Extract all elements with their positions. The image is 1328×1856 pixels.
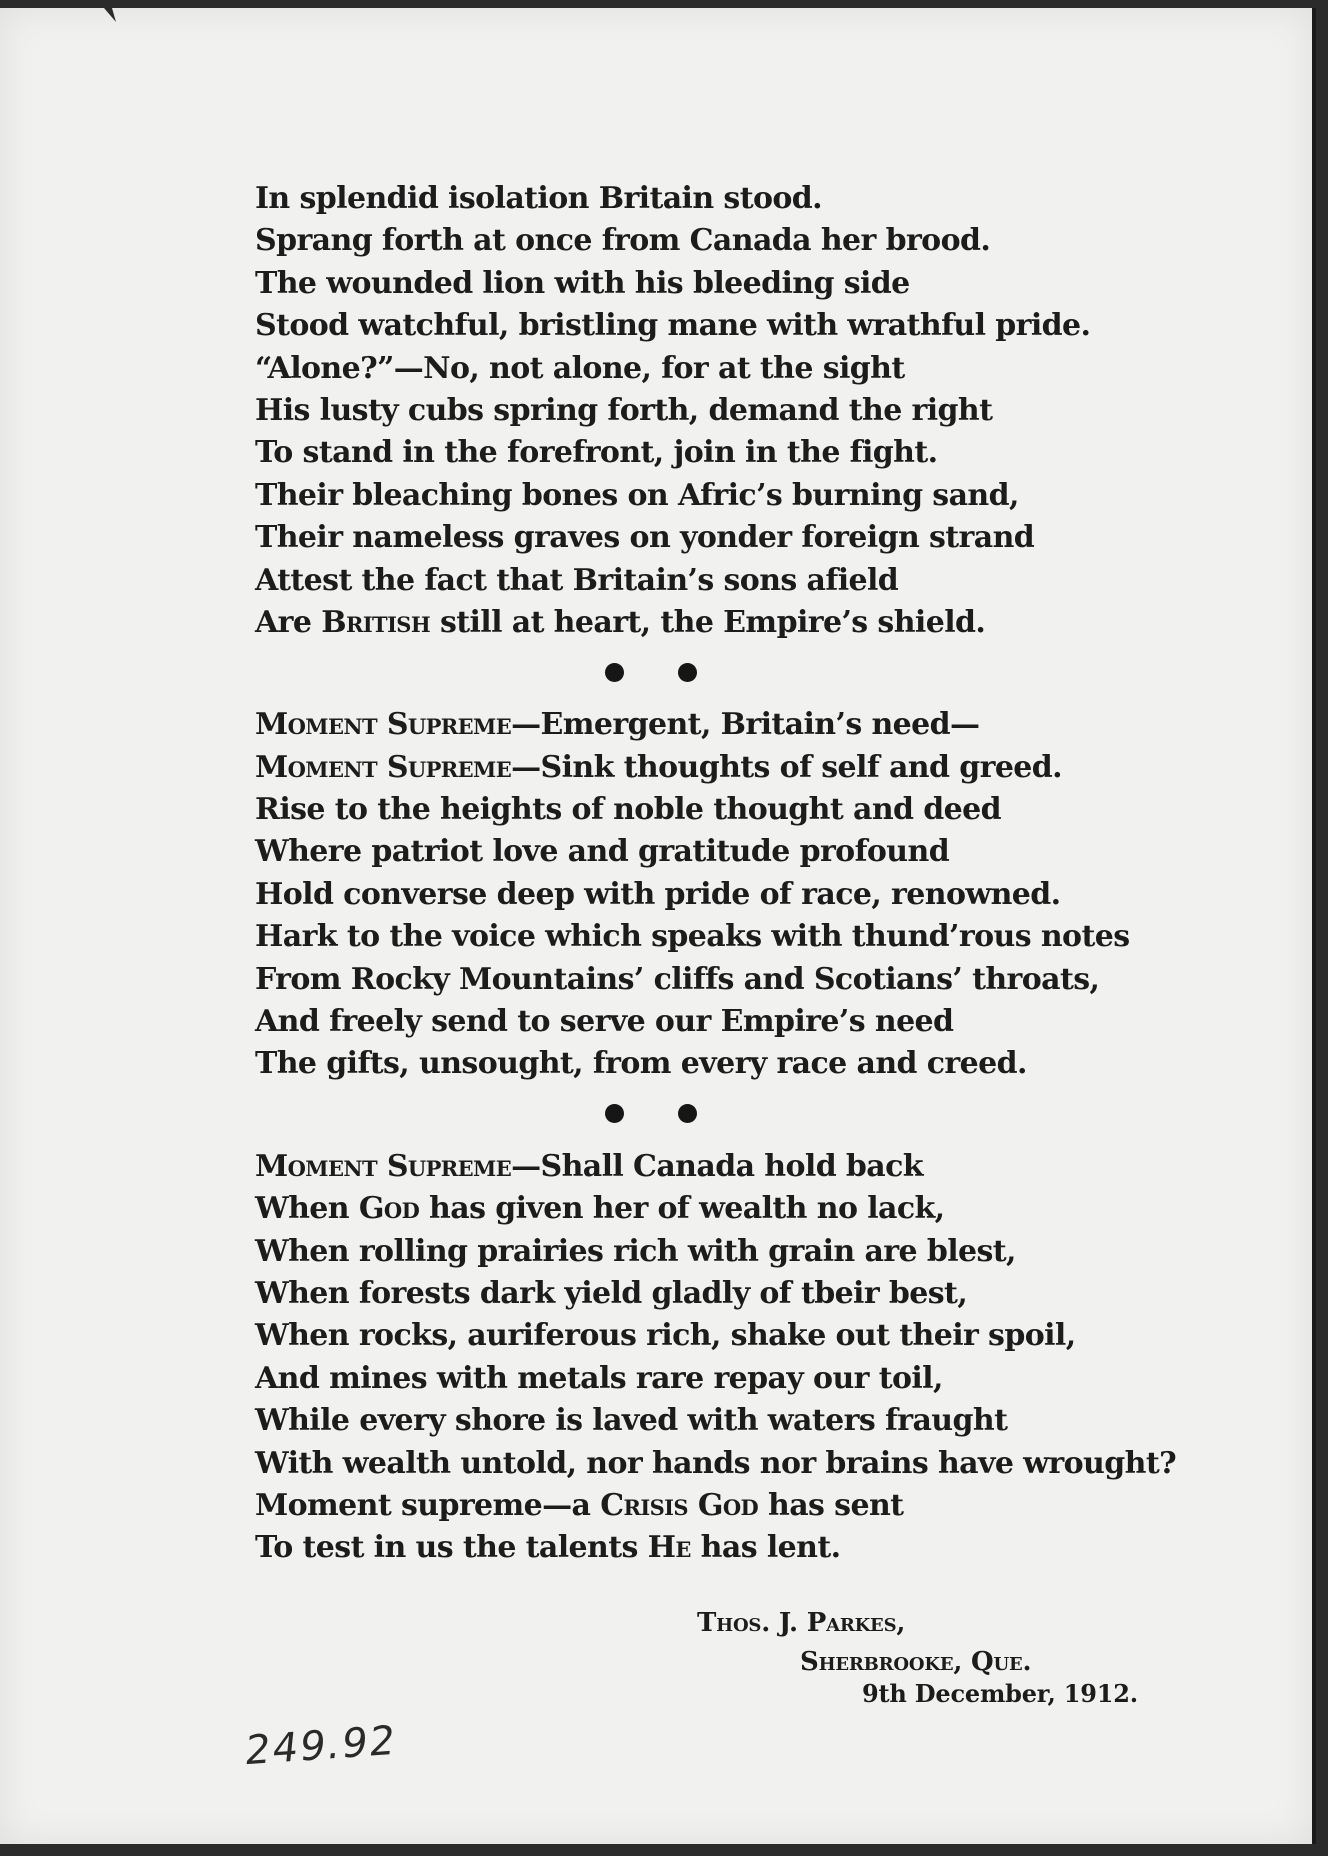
line-text: From Rocky Mountains’ cliffs and Scotians’ throats, bbox=[255, 961, 1100, 997]
line-text: When rolling prairies rich with grain are blest, bbox=[255, 1233, 1016, 1269]
line-text: Their nameless graves on yonder foreign strand bbox=[255, 520, 1035, 556]
line-text: To test in us the talents bbox=[255, 1530, 648, 1566]
separator-dot bbox=[678, 663, 697, 682]
poem-line bbox=[255, 602, 1205, 644]
line-text: Are bbox=[255, 604, 322, 640]
line-text: has given her of wealth no lack, bbox=[419, 1191, 945, 1227]
poem-line bbox=[255, 1188, 1205, 1230]
poem-line bbox=[255, 789, 1205, 831]
small-caps-text: Moment Supreme bbox=[255, 1148, 512, 1184]
line-text bbox=[688, 1488, 698, 1523]
line-text: Rise to the heights of noble thought and deed bbox=[255, 792, 1001, 828]
poem-line bbox=[255, 390, 1205, 432]
line-text: Sprang forth at once from Canada her brood. bbox=[255, 223, 991, 259]
poem-body bbox=[255, 178, 1205, 1570]
line-text: Hark to the voice which speaks with thund’rous notes bbox=[255, 919, 1130, 955]
poem-line bbox=[255, 874, 1205, 916]
signature-place: Sherbrooke, Que. bbox=[800, 1647, 1032, 1677]
poem-line bbox=[255, 1315, 1205, 1357]
poem-line bbox=[255, 1231, 1205, 1273]
line-text: When rocks, auriferous rich, shake out their spoil, bbox=[255, 1318, 1076, 1354]
poem-line bbox=[255, 178, 1205, 220]
line-text: Attest the fact that Britain’s sons afield bbox=[255, 562, 899, 598]
line-text: The wounded lion with his bleeding side bbox=[255, 265, 910, 301]
stanza bbox=[255, 178, 1205, 644]
poem-line bbox=[255, 220, 1205, 262]
line-text: “Alone?”—No, not alone, for at the sight bbox=[255, 350, 905, 386]
line-text: To stand in the forefront, join in the fight. bbox=[255, 435, 938, 471]
signature-author: Thos. J. Parkes, bbox=[697, 1608, 906, 1638]
line-text: still at heart, the Empire’s shield. bbox=[430, 604, 986, 640]
small-caps-text: He bbox=[647, 1530, 691, 1566]
line-text: —Shall Canada hold back bbox=[511, 1148, 923, 1184]
poem-line bbox=[255, 1485, 1205, 1527]
line-text: The gifts, unsought, from every race and creed. bbox=[255, 1046, 1027, 1082]
small-caps-text: Moment Supreme bbox=[255, 707, 512, 743]
line-text: While every shore is laved with waters fraught bbox=[255, 1403, 1008, 1439]
line-text: —Sink thoughts of self and greed. bbox=[511, 749, 1063, 785]
poem-line bbox=[255, 263, 1205, 305]
line-text: —Emergent, Britain’s need— bbox=[511, 707, 980, 743]
line-text: And mines with metals rare repay our toil, bbox=[255, 1360, 943, 1396]
small-caps-text: Crisis bbox=[600, 1487, 688, 1523]
line-text: In splendid isolation Britain stood. bbox=[255, 181, 822, 216]
line-text: has sent bbox=[758, 1487, 904, 1523]
small-caps-text: God bbox=[697, 1487, 759, 1523]
line-text: When forests dark yield gladly of tbeir best, bbox=[255, 1275, 968, 1311]
poem-line bbox=[255, 704, 1205, 746]
stanza-separator bbox=[255, 640, 1205, 704]
line-text: With wealth untold, nor hands nor brains have wrought? bbox=[255, 1445, 1177, 1481]
separator-dot bbox=[605, 1104, 624, 1123]
document-page bbox=[0, 8, 1316, 1844]
line-text: Where patriot love and gratitude profound bbox=[255, 834, 950, 870]
stanza-separator bbox=[255, 1082, 1205, 1146]
line-text: Stood watchful, bristling mane with wrathful pride. bbox=[255, 308, 1091, 344]
poem-line bbox=[255, 1043, 1205, 1085]
separator-dot bbox=[678, 1104, 697, 1123]
poem-line bbox=[255, 1527, 1205, 1569]
poem-line bbox=[255, 1443, 1205, 1485]
poem-line bbox=[255, 432, 1205, 474]
small-caps-text: God bbox=[358, 1191, 420, 1227]
line-text: When bbox=[255, 1191, 359, 1227]
small-caps-text: Moment Supreme bbox=[255, 749, 512, 785]
torn-corner-mark bbox=[104, 8, 116, 22]
line-text: His lusty cubs spring forth, demand the right bbox=[255, 392, 993, 428]
signature-date: 9th December, 1912. bbox=[862, 1679, 1138, 1708]
line-text: has lent. bbox=[690, 1530, 841, 1566]
line-text: Hold converse deep with pride of race, renowned. bbox=[255, 876, 1061, 912]
poem-line bbox=[255, 916, 1205, 958]
stanza bbox=[255, 704, 1205, 1086]
line-text: Their bleaching bones on Afric’s burning sand, bbox=[255, 477, 1019, 513]
small-caps-text: British bbox=[321, 604, 431, 640]
poem-line bbox=[255, 1146, 1205, 1188]
poem-line bbox=[255, 560, 1205, 602]
poem-line bbox=[255, 959, 1205, 1001]
poem-line bbox=[255, 1273, 1205, 1315]
poem-line bbox=[255, 348, 1205, 390]
poem-line bbox=[255, 305, 1205, 347]
poem-line bbox=[255, 831, 1205, 873]
line-text: And freely send to serve our Empire’s need bbox=[255, 1004, 954, 1040]
line-text: Moment supreme—a bbox=[255, 1487, 601, 1523]
poem-line bbox=[255, 747, 1205, 789]
poem-line bbox=[255, 475, 1205, 517]
poem-line bbox=[255, 1400, 1205, 1442]
poem-line bbox=[255, 517, 1205, 559]
stanza bbox=[255, 1146, 1205, 1570]
separator-dot bbox=[605, 663, 624, 682]
poem-line bbox=[255, 1358, 1205, 1400]
handwritten-catalog-number: 249.92 bbox=[242, 1717, 400, 1775]
poem-line bbox=[255, 1001, 1205, 1043]
